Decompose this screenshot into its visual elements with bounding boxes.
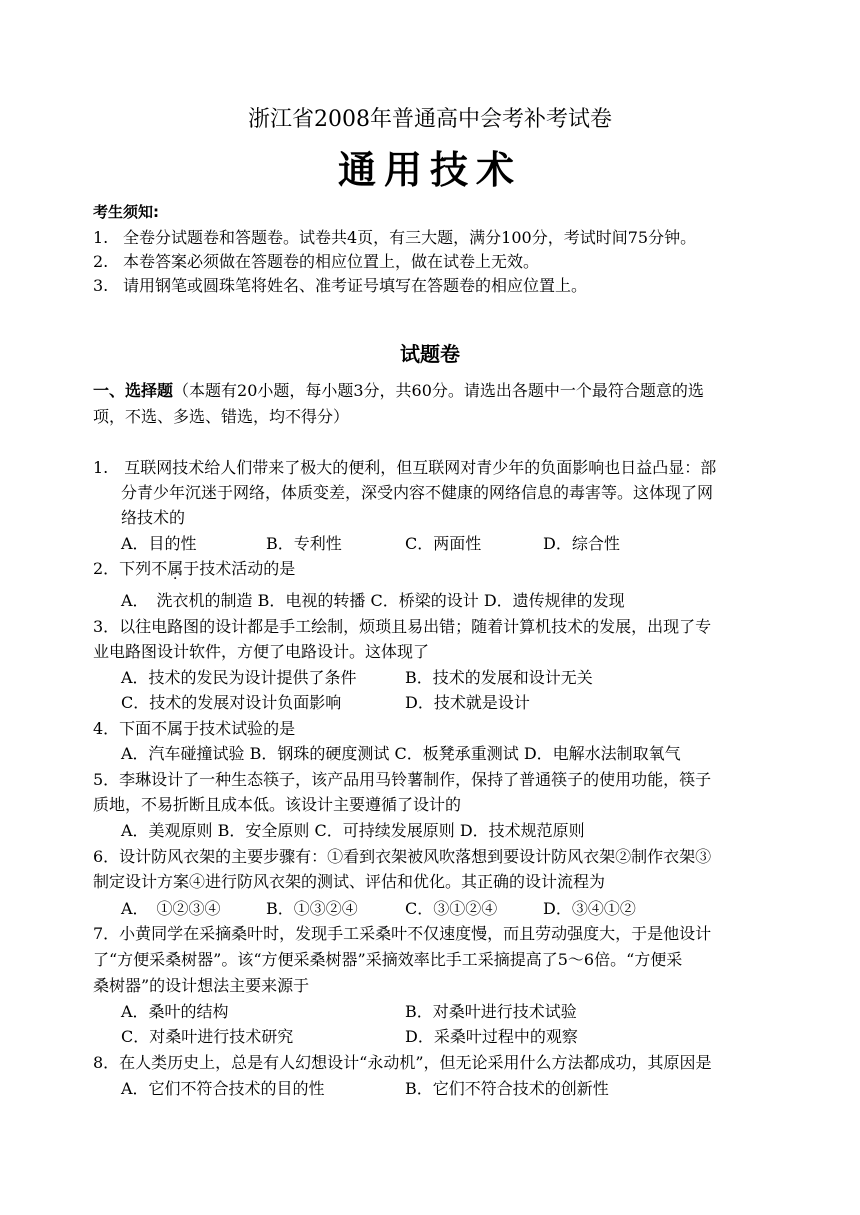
question-6-option-b: B．①③②④ xyxy=(266,899,358,918)
question-1-option-a: A．目的性 xyxy=(121,534,197,553)
section-title: 试题卷 xyxy=(400,342,460,366)
notice-item: 1. 全卷分试题卷和答题卷。试卷共4页，有三大题，满分100分，考试时间75分钟。 xyxy=(93,228,697,247)
question-1-text-cont: 络技术的 xyxy=(121,508,186,527)
question-3-option-b: B．技术的发展和设计无关 xyxy=(405,668,593,687)
notice-item: 2. 本卷答案必须做在答题卷的相应位置上，做在试卷上无效。 xyxy=(93,252,540,271)
question-7-text-cont: 了“方便采桑树器”。该“方便采桑树器”采摘效率比手工采摘提高了5～6倍。“方便采 xyxy=(93,950,683,969)
part1-heading: 一、选择题 xyxy=(93,381,174,400)
emphasis-dotted: 不属于 xyxy=(151,559,200,578)
question-6-option-a: A． ①②③④ xyxy=(121,899,221,918)
question-7-option-b: B．对桑叶进行技术试验 xyxy=(405,1002,577,1021)
part1-description-cont: 项，不选、多选、错选，均不得分） xyxy=(93,407,350,426)
question-4-text: 4．下面不属于技术试验的是 xyxy=(93,719,296,738)
question-5-text-cont: 质地，不易折断且成本低。该设计主要遵循了设计的 xyxy=(93,795,462,814)
question-4-options: A．汽车碰撞试验 B．钢珠的硬度测试 C．板凳承重测试 D．电解水法制取氧气 xyxy=(121,744,681,763)
question-6-text-cont: 制定设计方案④进行防风衣架的测试、评估和优化。其正确的设计流程为 xyxy=(93,872,606,891)
question-5-options: A．美观原则 B．安全原则 C．可持续发展原则 D．技术规范原则 xyxy=(121,821,585,840)
question-7-option-a: A．桑叶的结构 xyxy=(121,1002,229,1021)
subject-title: 通用技术 xyxy=(337,148,522,192)
question-6-text: 6．设计防风衣架的主要步骤有：①看到衣架被风吹落想到要设计防风衣架②制作衣架③ xyxy=(93,847,712,866)
question-8-option-a: A．它们不符合技术的目的性 xyxy=(121,1079,325,1098)
question-3-option-a: A．技术的发民为设计提供了条件 xyxy=(121,668,357,687)
question-8-option-b: B．它们不符合技术的创新性 xyxy=(405,1079,609,1098)
notice-heading: 考生须知: xyxy=(93,203,159,221)
question-3-option-d: D．技术就是设计 xyxy=(405,693,530,712)
part1-description: （本题有20小题，每小题3分，共60分。请选出各题中一个最符合题意的选 xyxy=(173,381,704,400)
question-3-text-cont: 业电路图设计软件，方便了电路设计。这体现了 xyxy=(93,642,430,661)
question-1-option-d: D．综合性 xyxy=(543,534,620,553)
notice-item: 3. 请用钢笔或圆珠笔将姓名、准考证号填写在答题卷的相应位置上。 xyxy=(93,276,588,295)
question-7-option-d: D．采桑叶过程中的观察 xyxy=(405,1027,578,1046)
question-7-option-c: C．对桑叶进行技术研究 xyxy=(121,1027,294,1046)
exam-title: 浙江省2008年普通高中会考补考试卷 xyxy=(248,107,612,132)
question-7-text: 7．小黄同学在采摘桑叶时，发现手工采桑叶不仅速度慢，而且劳动强度大，于是他设计 xyxy=(93,924,712,943)
question-1-option-c: C．两面性 xyxy=(405,534,482,553)
question-5-text: 5．李琳设计了一种生态筷子，该产品用马铃薯制作，保持了普通筷子的使用功能，筷子 xyxy=(93,770,712,789)
question-1-option-b: B．专利性 xyxy=(266,534,342,553)
question-1-text: 1. 互联网技术给人们带来了极大的便利，但互联网对青少年的负面影响也日益凸显：部 xyxy=(93,458,717,477)
question-3-option-c: C．技术的发展对设计负面影响 xyxy=(121,693,342,712)
question-2-text: 2．下列不属于技术活动的是 xyxy=(93,559,296,578)
question-3-text: 3．以往电路图的设计都是手工绘制，烦琐且易出错；随着计算机技术的发展，出现了专 xyxy=(93,617,712,636)
question-7-text-cont: 桑树器”的设计想法主要来源于 xyxy=(93,976,310,995)
question-6-option-d: D．③④①② xyxy=(543,899,636,918)
question-8-text: 8．在人类历史上，总是有人幻想设计“永动机”，但无论采用什么方法都成功，其原因是 xyxy=(93,1053,712,1072)
part1-heading-line xyxy=(93,380,704,402)
question-2-options: A． 洗衣机的制造 B．电视的转播 C．桥梁的设计 D．遗传规律的发现 xyxy=(121,591,625,610)
question-6-option-c: C．③①②④ xyxy=(405,899,498,918)
question-1-text-cont: 分青少年沉迷于网络，体质变差，深受内容不健康的网络信息的毒害等。这体现了网 xyxy=(121,483,714,502)
